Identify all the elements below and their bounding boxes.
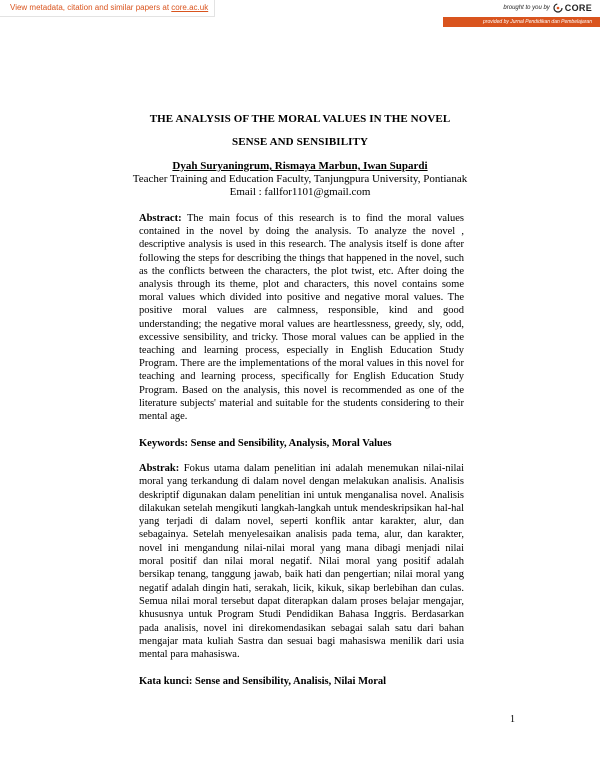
abstract-label: Abstract: xyxy=(139,213,182,224)
core-logo-icon xyxy=(553,3,563,13)
keywords-english: Keywords: Sense and Sensibility, Analysis, Moral Values xyxy=(139,438,392,449)
page-number: 1 xyxy=(510,714,515,725)
metadata-text: View metadata, citation and similar papers at xyxy=(10,3,172,12)
author-list: Dyah Suryaningrum, Rismaya Marbun, Iwan Supardi xyxy=(172,160,428,172)
brought-by-core[interactable] xyxy=(503,0,592,16)
core-logo xyxy=(553,0,592,16)
paper-title-line2: SENSE AND SENSIBILITY xyxy=(232,136,368,148)
keywords-indonesian: Kata kunci: Sense and Sensibility, Analisis, Nilai Moral xyxy=(139,676,387,687)
affiliation: Teacher Training and Education Faculty, Tanjungpura University, Pontianak xyxy=(132,173,468,185)
provided-by-banner: provided by Jurnal Pendidikan dan Pembelajaran xyxy=(443,17,600,27)
brought-text: brought to you by xyxy=(503,5,550,11)
abstract-indonesian xyxy=(139,462,464,661)
metadata-banner xyxy=(0,0,215,17)
paper-title-line1: THE ANALYSIS OF THE MORAL VALUES IN THE NOVEL xyxy=(149,113,451,125)
abstrak-text: Fokus utama dalam penelitian ini adalah menemukan nilai-nilai moral yang terkandung di dalam novel dengan melakukan analisis. Analisis deskriptif digunakan dalam penelitian ini untuk menganalisa novel. Analisis dilakukan setelah mengikuti langkah-langkah untuk mendeskripsikan hal-hal yang terjadi di dalam novel, seperti konflik antar karakter, alur, dan sebagainya. Setelah menyelesaikan analisis pada tema, alur, dan karakter, novel ini mengandung nilai-nilai moral yang mana dibagi menjadi nilai moral positif dan nilai moral negatif. Nilai moral yang positif adalah bersikap tenang, tanggung jawab, baik hati dan pengertian; nilai moral yang negatif adalah dingin hati, serakah, licik, kikuk, sikap berlebihan dan culas. Semua nilai moral tersebut dapat diterapkan dalam proses belajar mengajar, khususnya untuk Program Studi Pendidikan Bahasa Inggris. Berdasarkan pada analisis, novel ini direkomendasikan sebagai salah satu dari bahan mengajar mata kuliah Sastra dan sesuai bagi mahasiswa menilik dari usia mental para mahasiswa. xyxy=(139,463,464,661)
abstrak-label: Abstrak: xyxy=(139,463,180,474)
abstract-english xyxy=(139,212,464,423)
core-header-bar xyxy=(0,0,600,28)
core-link[interactable]: core.ac.uk xyxy=(171,3,209,12)
author-email: Email : fallfor1101@gmail.com xyxy=(229,186,371,198)
core-wordmark: CORE xyxy=(564,3,592,13)
abstract-text: The main focus of this research is to find the moral values contained in the novel by doing the analysis. To analyze the novel , descriptive analysis is used in this research. The analysis itself is done after following the steps for describing the things that happened in the novel, such as the conflicts between the characters, the plot twist, etc. After doing the analysis through its theme, plot and characters, this novel contains some moral values which divided into positive and negative moral values. The positive moral values are calmness, responsible, kind and good understanding; the negative moral values are heartlessness, greedy, sly, odd, excessive sensibility, and tricky. Those moral values can be applied in the teaching and learning process, especially in English Education Study Program. There are the implementations of the moral values in this novel for teaching and learning process, specifically for English Education Study Program. Based on the analysis, this novel is recommended as one of the literature subjects' material and suitable for the students considering to their mental age. xyxy=(139,213,464,423)
